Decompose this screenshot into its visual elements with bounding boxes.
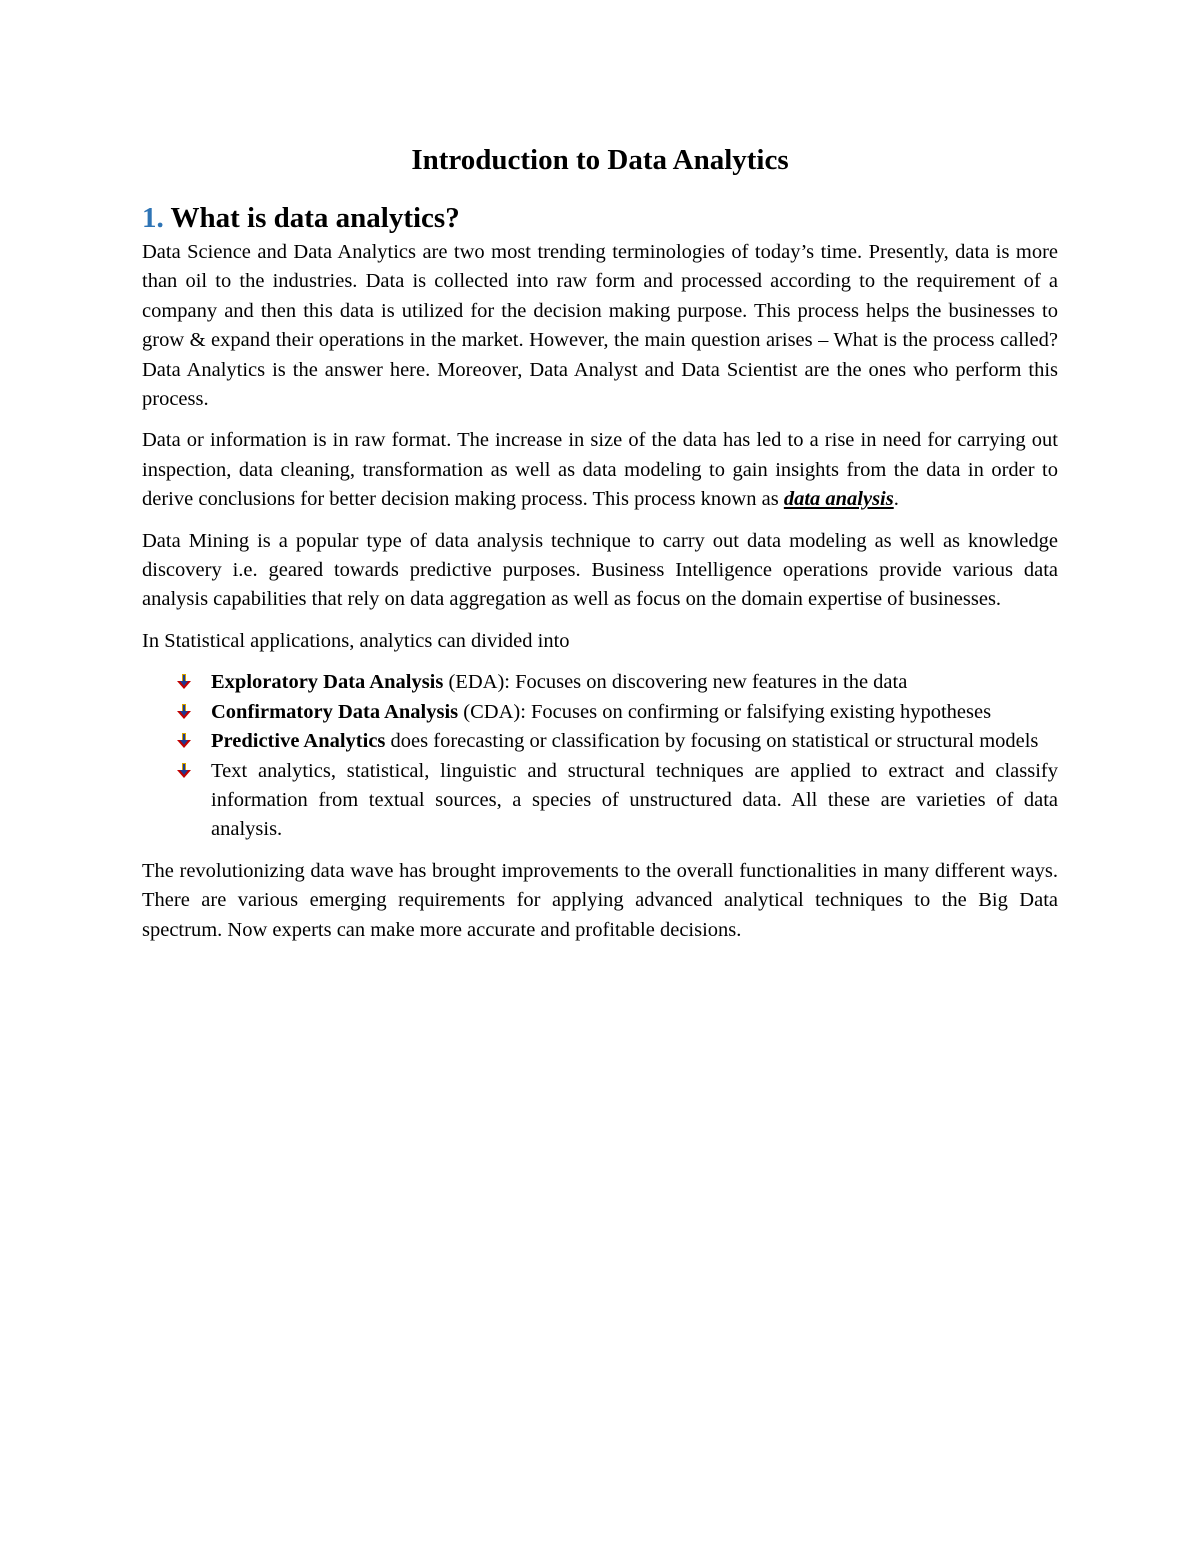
paragraph-5: The revolutionizing data wave has brought improvements to the overall functionalities in many different ways. There are various emerging requirements for applying advanced analytical techniques to the Big Data spectrum. Now experts can make more accurate and profitable decisions. [142,859,1058,941]
list-item [142,668,1058,697]
list-item [142,698,1058,727]
paragraph-2-text: Data or information is in raw format. The increase in size of the data has led to a rise in need for carrying out inspection, data cleaning, transformation as well as data modeling to gain insights from the data in order to derive conclusions for better decision making process. This process known as [142,429,1058,511]
section-number: 1. [142,202,164,234]
list-item [142,727,1058,756]
bullet-text: does forecasting or classification by focusing on statistical or structural models [385,730,1039,753]
down-arrow-bullet-icon [176,704,192,720]
paragraph-4: In Statistical applications, analytics can divided into [142,629,570,652]
bullet-term: Exploratory Data Analysis [211,671,444,694]
paragraph-2 [142,426,1058,514]
bullet-text: (CDA): Focuses on confirming or falsifying existing hypotheses [458,700,992,723]
document-title: Introduction to Data Analytics [411,144,789,176]
down-arrow-bullet-icon [176,763,192,779]
down-arrow-bullet-icon [176,733,192,749]
paragraph-1: Data Science and Data Analytics are two most trending terminologies of today’s time. Presently, data is more than oil to the industries. Data is collected into raw form and processed according to the requirement of a company and then this data is utilized for the decision making purpose. This process helps the businesses to grow & expand their operations in the market. However, the main question arises – What is the process called? Data Analytics is the answer here. Moreover, Data Analyst and Data Scientist are the ones who perform this process. [142,241,1058,411]
section-heading-text: What is data analytics? [170,202,460,234]
paragraph-3: Data Mining is a popular type of data analysis technique to carry out data modeling as well as knowledge discovery i.e. geared towards predictive purposes. Business Intelligence operations provide various data analysis capabilities that rely on data aggregation as well as focus on the domain expertise of businesses. [142,529,1058,611]
section-heading [142,198,1058,238]
analytics-types-list [142,668,1058,844]
bullet-term: Predictive Analytics [211,730,386,753]
bullet-term: Confirmatory Data Analysis [211,700,459,723]
document-page [142,138,1058,957]
paragraph-2-end: . [893,488,899,511]
list-item [142,757,1058,845]
bullet-text: (EDA): Focuses on discovering new features in the data [443,671,908,694]
down-arrow-bullet-icon [176,674,192,690]
data-analysis-term: data analysis [783,488,894,511]
bullet-text: Text analytics, statistical, linguistic and structural techniques are applied to extract and classify information from textual sources, a species of unstructured data. All these are varieties of data analysis. [211,759,1058,841]
